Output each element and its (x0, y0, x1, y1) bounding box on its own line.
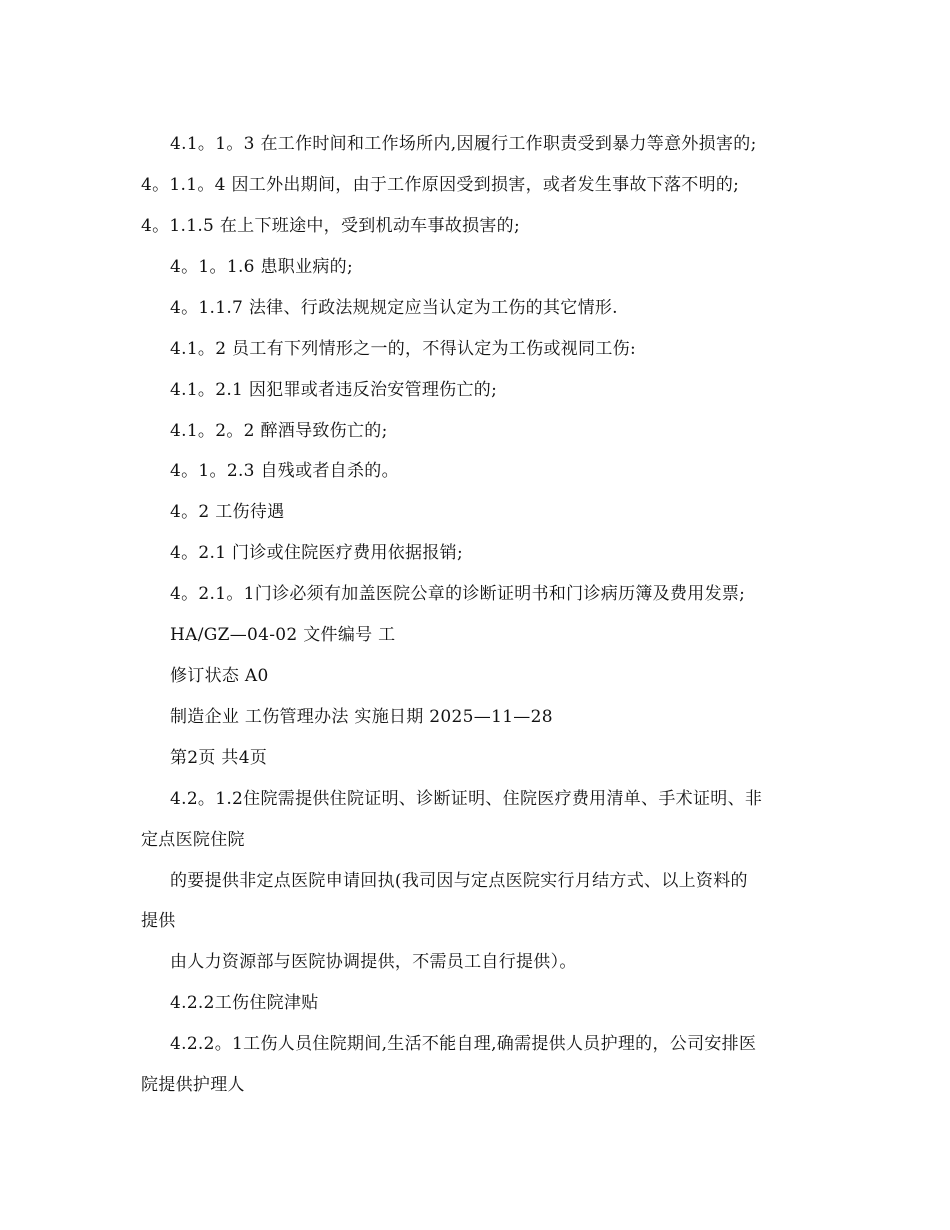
text-line: 4。1。2.3 自残或者自杀的。 (170, 461, 399, 481)
text-line: 4.2.2。1工伤人员住院期间,生活不能自理,确需提供人员护理的，公司安排医 (170, 1034, 757, 1054)
section-heading: 4。2 工伤待遇 (170, 502, 285, 522)
text-line: 4。1.1.7 法律、行政法规规定应当认定为工伤的其它情形. (170, 298, 618, 318)
header-document-number: HA/GZ—04-02 文件编号 工 (170, 625, 396, 645)
text-line: 4。1.1.5 在上下班途中，受到机动车事故损害的; (141, 216, 521, 236)
text-line: 院提供护理人 (141, 1075, 245, 1095)
text-line: 的要提供非定点医院申请回执(我司因与定点医院实行月结方式、以上资料的 (170, 871, 748, 891)
section-heading: 4.2.2工伤住院津贴 (170, 993, 319, 1013)
text-line: 4。1.1。4 因工外出期间，由于工作原因受到损害，或者发生事故下落不明的; (141, 175, 740, 195)
text-line: 4。1。1.6 患职业病的; (170, 257, 353, 277)
text-line: 由人力资源部与医院协调提供，不需员工自行提供）。 (170, 952, 577, 972)
text-line: 4.1。2.1 因犯罪或者违反治安管理伤亡的; (170, 380, 498, 400)
page-number: 第2页 共4页 (170, 748, 268, 768)
text-line: 4.1。2 员工有下列情形之一的，不得认定为工伤或视同工伤: (170, 339, 636, 359)
text-line: 4.2。1.2住院需提供住院证明、诊断证明、住院医疗费用清单、手术证明、非 (170, 789, 763, 809)
header-title-effective-date: 制造企业 工伤管理办法 实施日期 2025—11—28 (170, 707, 553, 727)
text-line: 4。2.1 门诊或住院医疗费用依据报销; (170, 543, 463, 563)
text-line: 4.1。1。3 在工作时间和工作场所内,因履行工作职责受到暴力等意外损害的; (170, 134, 757, 154)
text-line: 定点医院住院 (141, 830, 245, 850)
text-line: 4。2.1。1门诊必须有加盖医院公章的诊断证明书和门诊病历簿及费用发票; (170, 584, 746, 604)
text-line: 提供 (141, 911, 176, 931)
header-revision-status: 修订状态 A0 (170, 666, 269, 686)
text-line: 4.1。2。2 醉酒导致伤亡的; (170, 421, 388, 441)
